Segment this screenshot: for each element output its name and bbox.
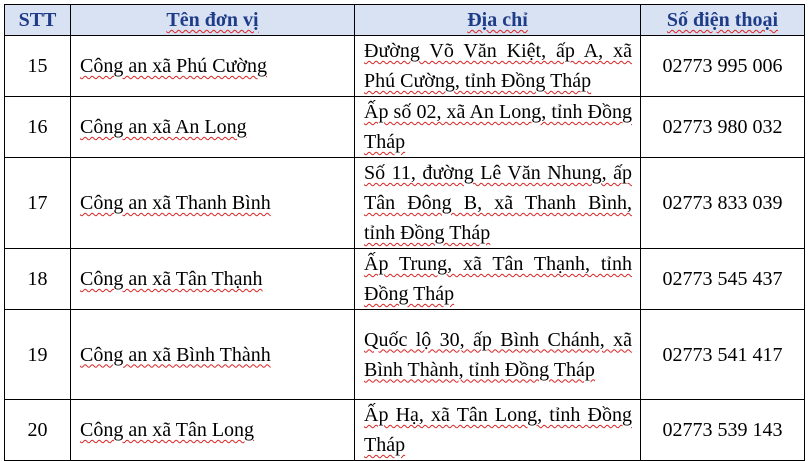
cell-phone: 02773 995 006 — [641, 36, 805, 97]
header-address — [355, 5, 641, 36]
unit-table — [4, 4, 805, 461]
header-stt: STT — [5, 5, 71, 36]
header-address-text: Địa chỉ — [467, 9, 528, 31]
cell-phone: 02773 541 417 — [641, 310, 805, 400]
table-row — [5, 400, 805, 461]
cell-phone: 02773 545 437 — [641, 249, 805, 310]
cell-phone: 02773 539 143 — [641, 400, 805, 461]
cell-stt: 16 — [5, 97, 71, 158]
cell-unit-name — [71, 310, 355, 400]
cell-address — [355, 158, 641, 249]
unit-name-text: Công an xã Tân Thạnh — [80, 268, 263, 290]
table-row — [5, 249, 805, 310]
cell-address — [355, 97, 641, 158]
cell-stt: 20 — [5, 400, 71, 461]
cell-unit-name — [71, 97, 355, 158]
header-unit-name — [71, 5, 355, 36]
header-row — [5, 5, 805, 36]
cell-stt: 15 — [5, 36, 71, 97]
cell-unit-name — [71, 400, 355, 461]
unit-name-text: Công an xã Bình Thành — [80, 343, 271, 366]
address-text: Ấp Hạ, xã Tân Long, tỉnh Đồng Tháp — [364, 404, 632, 456]
cell-phone: 02773 833 039 — [641, 158, 805, 249]
cell-address — [355, 249, 641, 310]
address-text: Quốc lộ 30, ấp Bình Chánh, xã Bình Thành, tỉnh Đồng Tháp — [364, 328, 632, 381]
cell-stt: 19 — [5, 310, 71, 400]
unit-name-text: Công an xã Thanh Bình — [80, 192, 271, 214]
table-row — [5, 97, 805, 158]
cell-unit-name — [71, 158, 355, 249]
header-phone-text: Số điện thoại — [666, 9, 779, 31]
cell-address — [355, 400, 641, 461]
unit-name-text: Công an xã Phú Cường — [80, 55, 267, 77]
cell-address — [355, 310, 641, 400]
header-unit-name-text: Tên đơn vị — [166, 9, 259, 31]
unit-name-text: Công an xã Tân Long — [80, 419, 255, 441]
cell-unit-name — [71, 36, 355, 97]
address-text: Ấp Trung, xã Tân Thạnh, tỉnh Đồng Tháp — [364, 253, 632, 305]
cell-stt: 18 — [5, 249, 71, 310]
table-row — [5, 36, 805, 97]
cell-unit-name — [71, 249, 355, 310]
header-phone — [641, 5, 805, 36]
table-row — [5, 310, 805, 400]
address-text: Đường Võ Văn Kiệt, ấp A, xã Phú Cường, tỉnh Đồng Tháp — [364, 40, 632, 92]
cell-stt: 17 — [5, 158, 71, 249]
address-text: Ấp số 02, xã An Long, tỉnh Đồng Tháp — [364, 101, 632, 153]
cell-phone: 02773 980 032 — [641, 97, 805, 158]
cell-address — [355, 36, 641, 97]
address-text: Số 11, đường Lê Văn Nhung, ấp Tân Đông B, xã Thanh Bình, tỉnh Đồng Tháp — [364, 162, 632, 244]
table-row — [5, 158, 805, 249]
unit-name-text: Công an xã An Long — [80, 116, 247, 138]
